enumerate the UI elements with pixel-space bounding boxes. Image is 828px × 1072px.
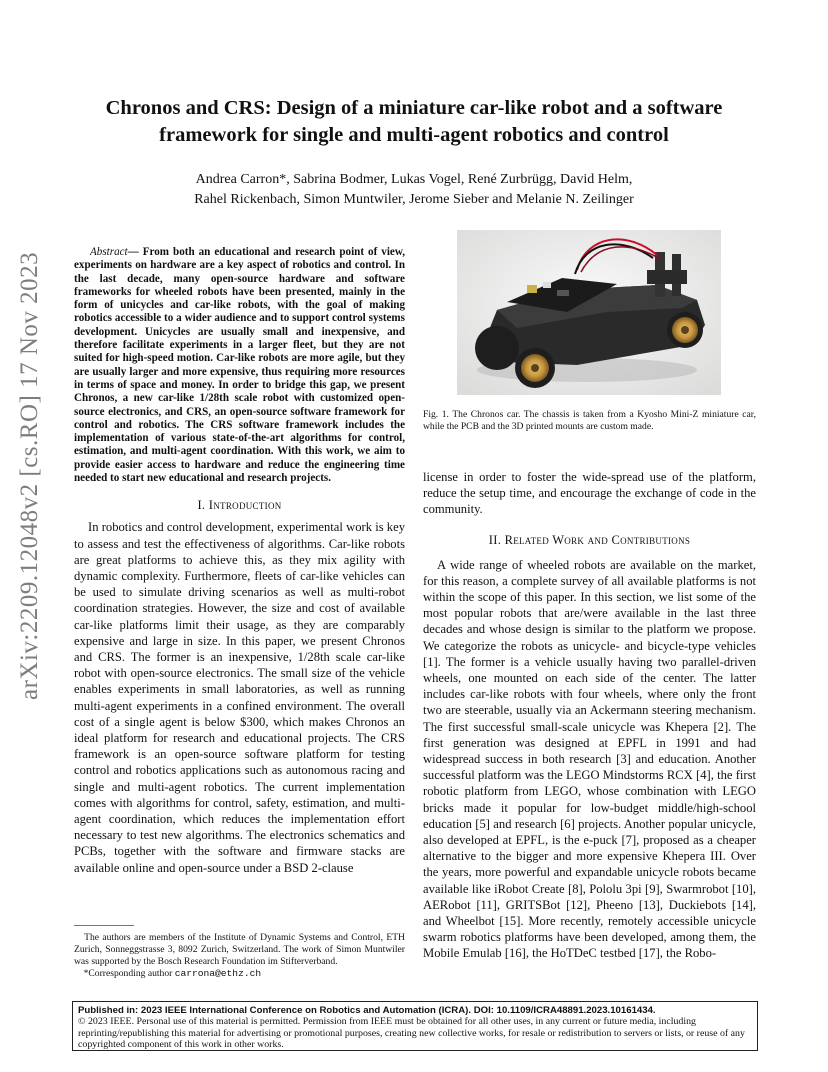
section-2-heading (423, 532, 756, 548)
intro-continuation: license in order to foster the wide-spread use of the platform, reduce the setup time, and encourage the exchange of code in the community. (423, 470, 756, 517)
section-2-numeral: II. (488, 532, 502, 547)
right-column (423, 469, 756, 962)
section-1-heading (74, 497, 405, 513)
authors-line-2: Rahel Rickenbach, Simon Muntwiler, Jerome Sieber and Melanie N. Zeilinger (194, 192, 634, 207)
paper-title (60, 95, 768, 149)
authors-line-1: Andrea Carron*, Sabrina Bodmer, Lukas Vogel, René Zurbrügg, David Helm, (195, 172, 633, 187)
section-1-numeral: I. (197, 498, 206, 513)
left-column (74, 246, 405, 876)
section-2-title: Related Work and Contributions (504, 532, 691, 547)
corresponding-email[interactable]: carrona@ethz.ch (174, 968, 262, 979)
title-line-2: framework for single and multi-agent robotics and control (159, 124, 669, 146)
footnote-affiliation: The authors are members of the Institute of Dynamic Systems and Control, ETH Zurich, Sonneggstrasse 3, 8092 Zurich, Switzerland. The work of Simon Muntwiler was supported by the Bosch Research Foundation im Stifterverband. (74, 932, 405, 967)
publication-notice (72, 1001, 758, 1051)
car-illustration (457, 230, 721, 395)
abstract-text: From both an educational and research point of view, experiments on hardware are a key aspect of robotics and control. In the last decade, many open-source hardware and software frameworks for wheeled robots have been presented, mainly in the form of unicycles and car-like robots, with the goal of making robotics accessible to a wider audience and to support control systems development. Unicycles are usually small and inexpensive, and therefore facilitate experiments in a larger fleet, but they are not suited for high-speed motion. Car-like robots are more agile, but they are usually larger and more expensive, thus requiring more resources in terms of space and money. In order to bridge this gap, we present Chronos, a new car-like 1/28th scale robot with customized open-source electronics, and CRS, an open-source software framework for control and robotics. The CRS software framework includes the implementation of various state-of-the-art algorithms for control, estimation, and multi-agent coordination. With this work, we aim to provide easier access to hardware and reduce the engineering time needed to start new educational and research projects. (74, 246, 405, 485)
footnotes (74, 932, 405, 980)
section-1-paragraph: In robotics and control development, experimental work is key to assess and test the effectiveness of algorithms. Car-like robots are great platforms to achieve this, as they mix agility with dynamic complexity. Furthermore, fleets of car-like vehicles can be used to simulate driving scenarios as well as multi-robot coordination strategies. However, the size and cost of available car-like platforms limit their usage, as they are comparably expensive and large in size. In this paper, we present Chronos and CRS. The former is an inexpensive, 1/28th scale car-like robot with open-source electronics. The small size of the vehicle enables experiments in small laboratories, as well as running multi-agent experiments in a confined environment. The overall cost of a single agent is below $300, which makes Chronos an ideal platform for research and educational projects. The CRS framework is an open-source software platform for testing control and robotics applications such as autonomous racing and single and multi-agent robotics. The current implementation comes with algorithms for control, safety, estimation, and multi-agent coordination, which reduces the implementation effort necessary to test new algorithms. The electronics schematics and PCBs, together with the software and firmware stacks are available online and open-source under a BSD 2-clause (74, 520, 405, 875)
publication-venue: Published in: 2023 IEEE International Conference on Robotics and Automation (ICRA). DOI: 10.1109/ICRA48891.2023.10161434. (78, 1005, 656, 1016)
footnote-rule (74, 925, 134, 926)
figure-1-caption: Fig. 1. The Chronos car. The chassis is taken from a Kyosho Mini-Z miniature car, while the PCB and the 3D printed mounts are custom made. (423, 409, 756, 432)
chronos-car-photo (457, 230, 721, 395)
copyright-notice: © 2023 IEEE. Personal use of this material is permitted. Permission from IEEE must be obtained for all other uses, in any current or future media, including reprinting/republishing this material for advertising or promotional purposes, creating new collective works, for resale or redistribution to servers or lists, or reuse of any copyrighted component of this work in other works. (78, 1016, 745, 1051)
section-2-paragraph: A wide range of wheeled robots are available on the market, for this reason, a complete survey of all available platforms is not within the scope of this paper. In this section, we list some of the most popular robots that are/were available in the last three decades and whose design is similar to the platform we propose. We categorize the robots as unicycle- and bicycle-type vehicles [1]. The former is a vehicle usually having two parallel-driven wheels, one mounted on each side of the center. The latter includes car-like robots with four wheels, where only the front two are steerable, usually via an Ackermann steering mechanism. The first successful small-scale unicycle was Khepera [2]. The first generation was designed at EPFL in 1991 and had widespread success in both research [3] and education. Another successful platform was the LEGO Mindstorms RCX [4], the first robotic platform from LEGO, whose combination with LEGO bricks made it popular for low-budget middle/high-school education [5] and research [6] projects. Another popular unicycle, also developed at EPFL, is the e-puck [7], proposed as a cheaper alternative to the bigger and more expensive Khepera III. Over the years, more powerful and expandable unicycle robots became available like iRobot Create [8], Pololu 3pi [9], Swarmrobot [10], AERobot [11], GRITSBot [12], Pheeno [13], Duckiebots [14], and Wheelbot [15]. More recently, remotely accessible unicycle swarm robotics platforms have been developed, among them, the Mobile Emulab [16], the HoTDeC testbed [17], the Robo- (423, 557, 756, 961)
arxiv-sidebar-stamp: arXiv:2209.12048v2 [cs.RO] 17 Nov 2023 (16, 251, 43, 700)
abstract-label: Abstract (90, 246, 128, 258)
author-list (80, 170, 748, 210)
abstract-dash: — (127, 246, 139, 258)
section-1-title: Introduction (208, 498, 282, 513)
footnote-corresponding: *Corresponding author carrona@ethz.ch (83, 968, 262, 979)
title-line-1: Chronos and CRS: Design of a miniature car-like robot and a software (105, 97, 723, 119)
abstract (74, 246, 405, 485)
